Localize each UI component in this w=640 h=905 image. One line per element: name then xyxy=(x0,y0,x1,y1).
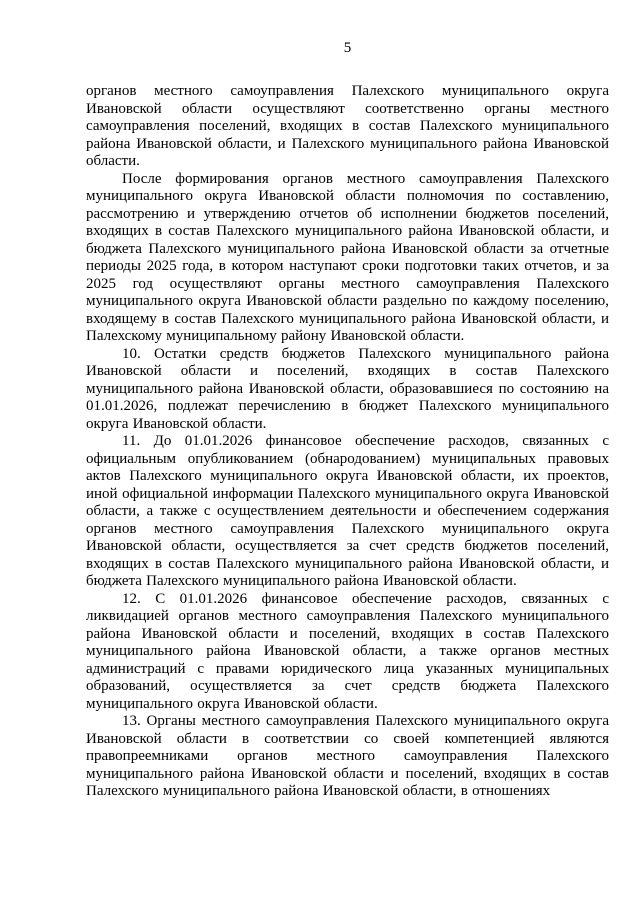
paragraph-continuation: органов местного самоуправления Палехского муниципального округа Ивановской области осуществляют соответственно органы местного самоуправления поселений, входящих в состав Палехского муниципального района Ивановской области, и Палехского муниципального района Ивановской области. xyxy=(86,83,609,169)
paragraph-item-13: 13. Органы местного самоуправления Палехского муниципального округа Ивановской области в соответствии со своей компетенцией являются правопреемниками органов местного самоуправления Палехского муниципального района Ивановской области и поселений, входящих в состав Палехского муниципального района Ивановской области, в отношениях xyxy=(86,713,609,799)
paragraph-item-11: 11. До 01.01.2026 финансовое обеспечение расходов, связанных с официальным опубликованием (обнародованием) муниципальных правовых актов Палехского муниципального округа Ивановской области, их проектов, иной официальной информации Палехского муниципального округа Ивановской области, а также с осуществлением деятельности и обеспечением содержания органов местного самоуправления Палехского муниципального округа Ивановской области, осуществляется за счет средств бюджетов поселений, входящих в состав Палехского муниципального района Ивановской области, и бюджета Палехского муниципального района Ивановской области. xyxy=(86,433,609,589)
paragraph-item-12: 12. С 01.01.2026 финансовое обеспечение расходов, связанных с ликвидацией органов местного самоуправления Палехского муниципального района Ивановской области и поселений, входящих в состав Палехского муниципального района Ивановской области, а также органов местных администраций с правами юридического лица указанных муниципальных образований, осуществляется за счет средств бюджета Палехского муниципального округа Ивановской области. xyxy=(86,590,609,712)
page-number: 5 xyxy=(343,40,352,56)
paragraph-after-formation: После формирования органов местного самоуправления Палехского муниципального округа Ивановской области полномочия по составлению, рассмотрению и утверждению отчетов об исполнении бюджетов поселений, входящих в состав Палехского муниципального района Ивановской области, и бюджета Палехского муниципального района Ивановской области за отчетные периоды 2025 года, в котором наступают сроки подготовки таких отчетов, и за 2025 год осуществляют органы местного самоуправления Палехского муниципального округа Ивановской области раздельно по каждому поселению, входящему в состав Палехского муниципального района Ивановской области, и Палехскому муниципальному району Ивановской области. xyxy=(86,170,609,344)
paragraph-item-10: 10. Остатки средств бюджетов Палехского муниципального района Ивановской области и поселений, входящих в состав Палехского муниципального района Ивановской области, образовавшиеся по состоянию на 01.01.2026, подлежат перечислению в бюджет Палехского муниципального округа Ивановской области. xyxy=(86,345,609,432)
document-body xyxy=(86,83,609,801)
